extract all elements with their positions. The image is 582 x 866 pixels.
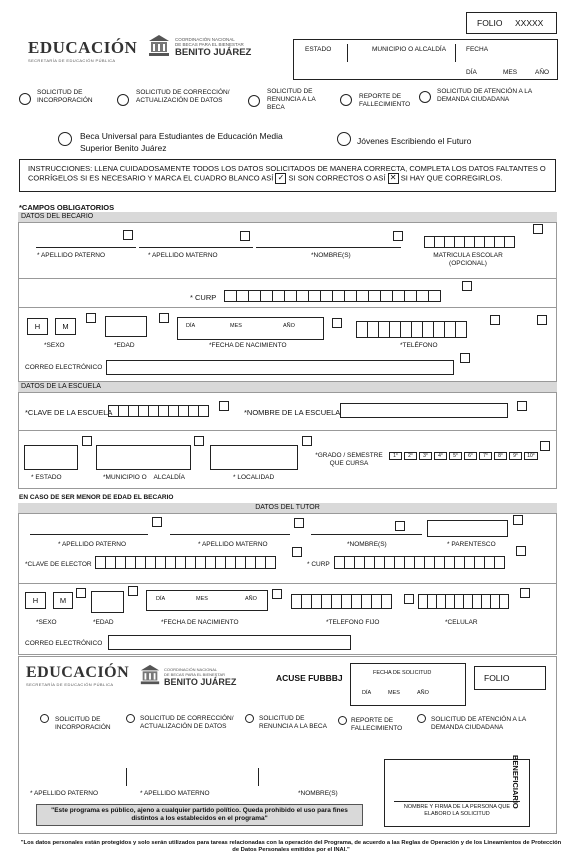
apellido-materno-label: * APELLIDO MATERNO	[148, 252, 218, 259]
celular-input[interactable]	[418, 594, 508, 609]
localidad-check[interactable]	[302, 436, 312, 446]
tutor-nombre-label: *NOMBRE(S)	[347, 541, 387, 548]
logo-subtitle: SECRETARÍA DE EDUCACIÓN PÚBLICA	[28, 58, 116, 63]
edad-input[interactable]	[105, 316, 147, 337]
logo-title: EDUCACIÓN	[26, 664, 130, 681]
coord-line2: DE BECAS PARA EL BIENESTAR	[164, 672, 226, 677]
grado-option-8[interactable]: 8°	[494, 452, 507, 460]
tutor-sexo-check[interactable]	[76, 588, 86, 598]
acuse-radio-incorporacion[interactable]	[40, 714, 49, 723]
grado-option-10[interactable]: 10°	[524, 452, 538, 460]
edad-label: *EDAD	[114, 342, 135, 349]
telefono-fijo-label: *TELEFONO FIJO	[326, 619, 380, 626]
sexo-h-box[interactable]: H	[27, 318, 48, 335]
tutor-sexo-h-box[interactable]: H	[25, 592, 46, 609]
correo-check[interactable]	[460, 353, 470, 363]
dia-label: DÍA	[362, 690, 372, 696]
dia-label: DÍA	[186, 323, 196, 329]
grado-option-5[interactable]: 5°	[449, 452, 462, 460]
telefono-input[interactable]	[356, 321, 466, 338]
escuela-header: DATOS DE LA ESCUELA	[18, 382, 557, 393]
divider	[126, 768, 127, 786]
acuse-type-label: SOLICITUD DE RENUNCIA A LA BECA	[259, 715, 327, 730]
coord-line1: COORDINACIÓN NACIONAL	[164, 667, 218, 672]
firma-label: NOMBRE Y FIRMA DE LA PERSONA QUE ELABORO LA SOLICITUD	[403, 804, 511, 817]
mes-label: MES	[196, 596, 208, 602]
radio-fallecimiento[interactable]	[340, 94, 352, 106]
estado-check[interactable]	[82, 436, 92, 446]
required-label: *CAMPOS OBLIGATORIOS	[19, 203, 115, 212]
radio-correccion[interactable]	[117, 94, 129, 106]
parentesco-label: * PARENTESCO	[447, 541, 496, 548]
request-type-label: SOLICITUD DE INCORPORACIÓN	[37, 89, 93, 104]
curp-label: * CURP	[190, 293, 217, 302]
acuse-type-label: REPORTE DE FALLECIMIENTO	[351, 717, 403, 732]
clave-elector-label: *CLAVE DE ELECTOR	[25, 561, 92, 568]
nombre-escuela-input[interactable]	[340, 403, 508, 418]
curp-input[interactable]	[224, 290, 440, 302]
divider	[258, 768, 259, 786]
mes-label: MES	[503, 69, 518, 76]
tutor-apellido-paterno-label: * APELLIDO PATERNO	[58, 541, 127, 548]
nombre-line	[256, 247, 401, 248]
telefono-check[interactable]	[490, 315, 500, 325]
radio-renuncia[interactable]	[248, 95, 260, 107]
clave-escuela-label: *CLAVE DE LA ESCUELA	[25, 408, 113, 417]
radio-program-beca-universal[interactable]	[58, 132, 72, 146]
grado-option-3[interactable]: 3°	[419, 452, 432, 460]
celular-check[interactable]	[520, 588, 530, 598]
fecha-nac-check[interactable]	[332, 318, 342, 328]
tutor-header: DATOS DEL TUTOR	[18, 503, 557, 514]
anio-label: AÑO	[283, 323, 295, 329]
acuse-logo	[26, 664, 129, 687]
tutor-sexo-m-box[interactable]: M	[53, 592, 73, 609]
bienestar-emblem-icon	[139, 663, 161, 687]
grado-option-9[interactable]: 9°	[509, 452, 522, 460]
tutor-edad-label: *EDAD	[93, 619, 114, 626]
grado-option-4[interactable]: 4°	[434, 452, 447, 460]
grado-option-1[interactable]: 1°	[389, 452, 402, 460]
fecha-nac-label: *FECHA DE NACIMIENTO	[209, 342, 287, 349]
privacy-footer: "Los datos personales están protegidos y solo serán utilizados para tareas relacionadas con la operación del Programa, de acuerdo a las Reglas de Operación y de los Lineamientos de Protección de Datos Personales emitidos por el INAI."	[20, 840, 562, 853]
tutor-nombre-line	[311, 534, 422, 535]
instructions-part2: SI SON CORRECTOS O ASÍ	[288, 173, 386, 183]
estado-label: ESTADO	[305, 46, 332, 53]
dia-label: DÍA	[466, 69, 477, 76]
tutor-edad-check[interactable]	[128, 586, 138, 596]
apellido-paterno-check[interactable]	[123, 230, 133, 240]
coord-line2: DE BECAS PARA EL BIENESTAR	[175, 42, 244, 47]
tutor-apellido-materno-check[interactable]	[294, 518, 304, 528]
acuse-apellido-paterno-label: * APELLIDO PATERNO	[30, 790, 99, 797]
becario-header: DATOS DEL BECARIO	[18, 212, 557, 223]
dia-label: DÍA	[156, 596, 166, 602]
acuse-nombre-label: *NOMBRE(S)	[298, 790, 338, 797]
request-type-label: SOLICITUD DE ATENCIÓN A LA DEMANDA CIUDADANA	[437, 88, 532, 103]
program-label: Beca Universal para Estudiantes de Educación Media Superior Benito Juárez	[80, 131, 283, 153]
acuse-apellido-materno-label: * APELLIDO MATERNO	[140, 790, 210, 797]
logo-title: EDUCACIÓN	[28, 38, 138, 57]
grado-label: *GRADO / SEMESTRE QUE CURSA	[315, 452, 383, 467]
divider	[19, 307, 556, 308]
instructions-text	[28, 164, 552, 184]
acuse-type-label: SOLICITUD DE ATENCIÓN A LA DEMANDA CIUDADANA	[431, 716, 526, 731]
firma-line	[394, 801, 520, 802]
program-label: Jóvenes Escribiendo el Futuro	[357, 136, 472, 146]
anio-label: AÑO	[417, 690, 429, 696]
correo-label: CORREO ELECTRÓNICO	[25, 364, 103, 371]
grado-check[interactable]	[540, 441, 550, 451]
request-type-label: SOLICITUD DE RENUNCIA A LA BECA	[267, 88, 316, 111]
grado-option-6[interactable]: 6°	[464, 452, 477, 460]
request-type-label: SOLICITUD DE CORRECCIÓN/ ACTUALIZACIÓN DE DATOS	[136, 89, 230, 104]
municipio-check[interactable]	[194, 436, 204, 446]
bienestar-emblem-icon	[147, 33, 171, 59]
telefono-fijo-input[interactable]	[291, 594, 391, 609]
acuse-radio-atencion[interactable]	[417, 714, 426, 723]
tutor-sexo-label: *SEXO	[36, 619, 57, 626]
tutor-edad-input[interactable]	[91, 591, 124, 613]
tutor-fecha-nac-label: *FECHA DE NACIMIENTO	[161, 619, 239, 626]
folio-value: XXXXX	[515, 18, 544, 28]
telefono-label: *TELÉFONO	[400, 342, 438, 349]
radio-incorporacion[interactable]	[19, 93, 31, 105]
municipio-label: *MUNICIPIO O ALCALDÍA	[103, 474, 185, 481]
acuse-type-label: SOLICITUD DE INCORPORACIÓN	[55, 716, 111, 731]
radio-program-jovenes[interactable]	[337, 132, 351, 146]
parentesco-input[interactable]	[427, 520, 508, 537]
estado-label: * ESTADO	[31, 474, 62, 481]
nombre-check[interactable]	[393, 231, 403, 241]
acuse-radio-renuncia[interactable]	[245, 714, 254, 723]
tutor-apellido-paterno-check[interactable]	[152, 517, 162, 527]
anio-label: AÑO	[535, 69, 550, 76]
radio-atencion[interactable]	[419, 91, 431, 103]
clave-elector-input[interactable]	[95, 556, 275, 569]
tutor-correo-input[interactable]	[108, 635, 351, 650]
fecha-solicitud-label: FECHA DE SOLICITUD	[373, 670, 432, 676]
nombre-label: *NOMBRE(S)	[311, 252, 351, 259]
tutor-curp-input[interactable]	[334, 556, 504, 569]
cross-example-icon: ✕	[388, 173, 399, 184]
fecha-label: FECHA	[466, 46, 489, 53]
curp-check[interactable]	[462, 281, 472, 291]
divider	[19, 430, 556, 431]
estado-input[interactable]	[24, 445, 78, 470]
divider	[19, 583, 556, 584]
request-type-label: REPORTE DE FALLECIMIENTO	[359, 93, 411, 108]
sexo-m-box[interactable]: M	[55, 318, 76, 335]
sexo-check[interactable]	[86, 313, 96, 323]
divider	[19, 278, 556, 279]
parentesco-check[interactable]	[513, 515, 523, 525]
tutor-nombre-check[interactable]	[395, 521, 405, 531]
check-example-icon: ✓	[275, 173, 286, 184]
municipio-input[interactable]	[96, 445, 191, 470]
nombre-escuela-check[interactable]	[517, 401, 527, 411]
acuse-folio-label: FOLIO	[484, 673, 510, 683]
matricula-check[interactable]	[533, 224, 543, 234]
tutor-curp-label: * CURP	[307, 561, 330, 568]
folio-label: FOLIO	[477, 18, 503, 28]
municipio-label: MUNICIPIO O ALCALDÍA	[372, 46, 447, 53]
fecha-nac-input[interactable]	[177, 317, 324, 340]
matricula-input[interactable]	[424, 236, 514, 248]
mes-label: MES	[388, 690, 400, 696]
clave-escuela-check[interactable]	[219, 401, 229, 411]
localidad-input[interactable]	[210, 445, 298, 470]
coord-line1: COORDINACIÓN NACIONAL	[175, 37, 235, 42]
acuse-radio-correccion[interactable]	[126, 714, 135, 723]
grado-option-7[interactable]: 7°	[479, 452, 492, 460]
clave-elector-check[interactable]	[292, 547, 302, 557]
divider	[347, 44, 348, 62]
instructions-part1: INSTRUCCIONES: LLENA CUIDADOSAMENTE TODOS LOS DATOS SOLICITADOS DE MANERA CORRECTA, COMPLETA LOS DATOS FALTANTES O CORRÍGELOS SI ES NECESARIO Y MARCA EL CUADRO BLANCO ASÍ	[28, 164, 546, 183]
correo-input[interactable]	[106, 360, 454, 375]
brand-name: BENITO JUÁREZ	[164, 677, 237, 687]
instructions-part3: SI HAY QUE CORREGIRLOS.	[400, 173, 503, 183]
brand-name: BENITO JUÁREZ	[175, 47, 252, 58]
tutor-apellido-materno-label: * APELLIDO MATERNO	[198, 541, 268, 548]
sexo-label: *SEXO	[44, 342, 65, 349]
escuela-section	[18, 382, 557, 489]
beneficiario-side-label: BENEFICIARIO	[511, 755, 520, 809]
grado-option-2[interactable]: 2°	[404, 452, 417, 460]
tutor-correo-label: CORREO ELECTRÓNICO	[25, 640, 103, 647]
logo-subtitle: SECRETARÍA DE EDUCACIÓN PÚBLICA	[26, 682, 114, 687]
tutor-fecha-nac-check[interactable]	[272, 589, 282, 599]
divider	[455, 44, 456, 62]
clave-escuela-input[interactable]	[108, 405, 208, 417]
telefono-fijo-check[interactable]	[404, 594, 414, 604]
tutor-apellido-paterno-line	[30, 534, 148, 535]
edad-check[interactable]	[159, 313, 169, 323]
nombre-escuela-label: *NOMBRE DE LA ESCUELA	[244, 408, 341, 417]
telefono-check-2[interactable]	[537, 315, 547, 325]
apellido-materno-check[interactable]	[240, 231, 250, 241]
acuse-radio-fallecimiento[interactable]	[338, 716, 347, 725]
program-legend: "Este programa es público, ajeno a cualquier partido político. Queda prohibido el uso para fines distintos a los establecidos en el programa"	[36, 804, 363, 826]
apellido-paterno-line	[36, 247, 136, 248]
localidad-label: * LOCALIDAD	[233, 474, 275, 481]
anio-label: AÑO	[245, 596, 257, 602]
logo	[28, 38, 137, 63]
celular-label: *CELULAR	[445, 619, 478, 626]
tutor-curp-check[interactable]	[516, 546, 526, 556]
acuse-type-label: SOLICITUD DE CORRECCIÓN/ ACTUALIZACIÓN DE DATOS	[140, 715, 234, 730]
tutor-apellido-materno-line	[170, 534, 290, 535]
acuse-title: ACUSE FUBBBJ	[276, 673, 343, 683]
apellido-paterno-label: * APELLIDO PATERNO	[37, 252, 106, 259]
mes-label: MES	[230, 323, 242, 329]
apellido-materno-line	[139, 247, 253, 248]
menor-label: EN CASO DE SER MENOR DE EDAD EL BECARIO	[19, 494, 174, 501]
matricula-label: MATRICULA ESCOLAR (OPCIONAL)	[433, 252, 503, 267]
